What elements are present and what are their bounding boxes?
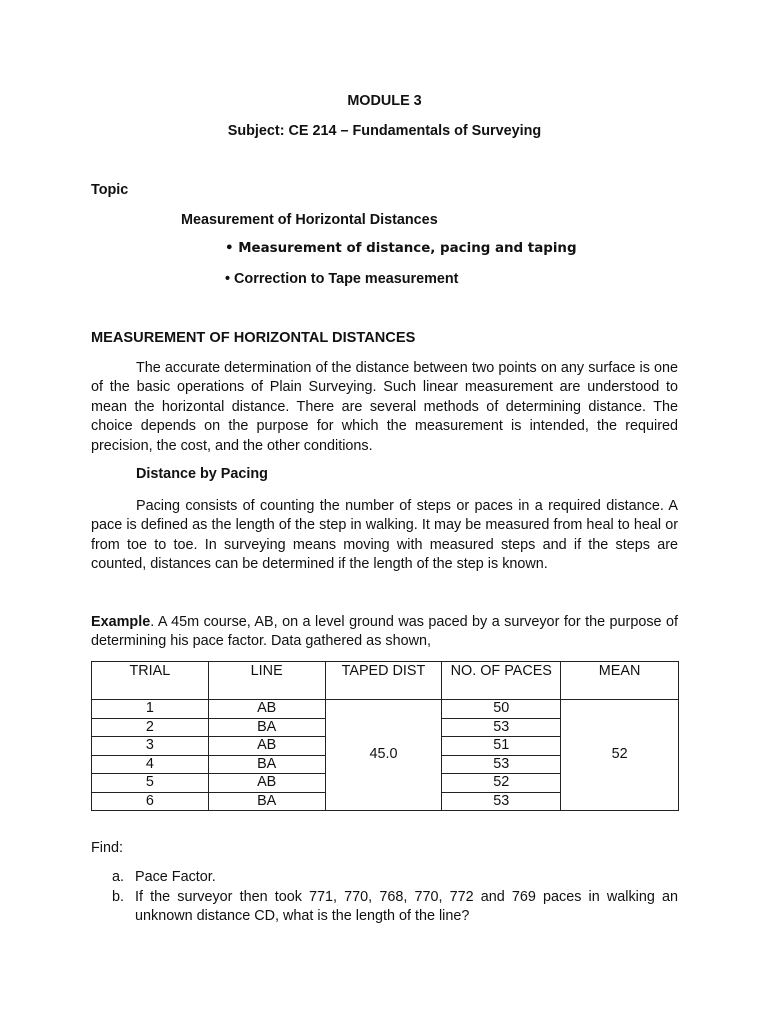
table-row <box>92 700 679 719</box>
topic-bullet: • Measurement of distance, pacing and taping <box>225 241 577 256</box>
list-item <box>91 888 678 927</box>
cell-line: BA <box>208 718 325 737</box>
cell-line: BA <box>208 755 325 774</box>
topic-label: Topic <box>91 182 129 198</box>
section-heading: MEASUREMENT OF HORIZONTAL DISTANCES <box>91 330 416 346</box>
intro-paragraph: The accurate determination of the distance between two points on any surface is one of the basic operations of Plain Surveying. Such linear measurement are understood to mean the horizontal distance. There are several methods of determining distance. The choice depends on the purpose for which the measurement is intended, the required precision, the cost, and the other conditions. <box>91 360 678 454</box>
pacing-paragraph: Pacing consists of counting the number of steps or paces in a required distance. A pace is defined as the length of the step in walking. It may be measured from heal to heal or from toe to toe. In surveying means moving with measured steps and if the steps are counted, distances can be determined if the length of the step is known. <box>91 498 678 573</box>
pacing-heading: Distance by Pacing <box>136 466 268 482</box>
list-text: Pace Factor. <box>135 869 216 885</box>
topic-title: Measurement of Horizontal Distances <box>181 212 438 228</box>
cell-trial: 2 <box>92 718 209 737</box>
subject-line: Subject: CE 214 – Fundamentals of Surveying <box>227 123 542 139</box>
module-title: MODULE 3 <box>347 93 422 109</box>
cell-paces: 53 <box>442 718 561 737</box>
header-taped-dist: TAPED DIST <box>325 662 442 700</box>
header-mean: MEAN <box>561 662 679 700</box>
cell-trial: 3 <box>92 737 209 756</box>
cell-mean: 52 <box>561 700 679 811</box>
cell-line: AB <box>208 737 325 756</box>
example-text: . A 45m course, AB, on a level ground was paced by a surveyor for the purpose of determining his pace factor. Data gathered as shown, <box>91 614 678 650</box>
cell-line: AB <box>208 774 325 793</box>
cell-line: BA <box>208 792 325 811</box>
cell-paces: 51 <box>442 737 561 756</box>
list-marker: a. <box>112 869 125 885</box>
cell-paces: 53 <box>442 792 561 811</box>
find-label: Find: <box>91 840 123 856</box>
cell-paces: 53 <box>442 755 561 774</box>
example-paragraph <box>91 613 678 652</box>
list-marker: b. <box>112 888 125 905</box>
cell-line: AB <box>208 700 325 719</box>
cell-trial: 5 <box>92 774 209 793</box>
header-paces: NO. OF PACES <box>442 662 561 700</box>
table-header-row <box>92 662 679 700</box>
pacing-data-table <box>91 661 679 811</box>
header-line: LINE <box>208 662 325 700</box>
cell-trial: 6 <box>92 792 209 811</box>
cell-trial: 1 <box>92 700 209 719</box>
cell-paces: 50 <box>442 700 561 719</box>
header-trial: TRIAL <box>92 662 209 700</box>
find-list <box>91 868 678 927</box>
cell-paces: 52 <box>442 774 561 793</box>
topic-bullet: • Correction to Tape measurement <box>225 271 459 287</box>
cell-trial: 4 <box>92 755 209 774</box>
cell-taped-dist: 45.0 <box>325 700 442 811</box>
example-label: Example <box>91 614 151 630</box>
list-item <box>91 868 678 888</box>
list-text: If the surveyor then took 771, 770, 768, 770, 772 and 769 paces in walking an unknown distance CD, what is the length of the line? <box>135 888 678 925</box>
